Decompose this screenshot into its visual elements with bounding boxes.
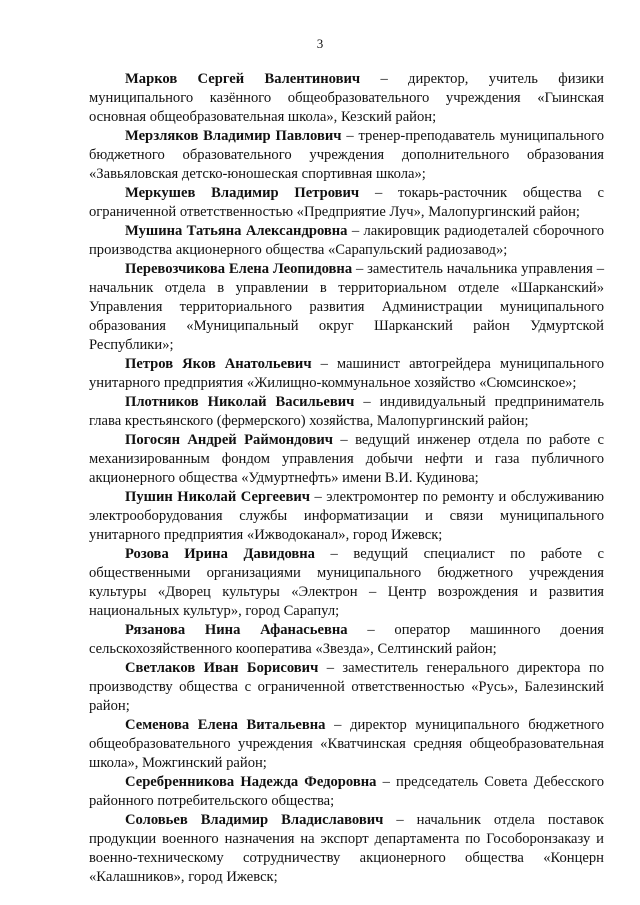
list-item [89,621,604,659]
person-description: – лакировщик радиодеталей сборочного производства акционерного общества «Сарапульский радиозавод»; [89,223,605,258]
person-description: – электромонтер по ремонту и обслуживанию электрооборудования службы информатизации и связи муниципального унитарного предприятия «Ижводоканал», город Ижевск; [89,489,604,543]
person-name: Розова Ирина Давидовна [125,546,315,562]
person-description: – машинист автогрейдера муниципального унитарного предприятия «Жилищно-коммунальное хозяйство «Сюмсинское»; [89,356,604,391]
person-description: – директор муниципального бюджетного общеобразовательного учреждения «Кватчинская средняя общеобразовательная школа», Можгинский район; [89,717,605,771]
person-description: – директор, учитель физики муниципального казённого общеобразовательного учреждения «Гыинская основная общеобразовательная школа», Кезский район; [89,71,604,125]
list-item [89,659,604,716]
person-name: Мушина Татьяна Александровна [125,223,348,239]
list-item [89,545,604,621]
list-item [89,355,604,393]
award-list [89,70,604,887]
list-item [89,716,604,773]
person-description: – начальник отдела поставок продукции военного назначения на экспорт департамента по Гособоронзаказу и военно-техническому сотрудничеству акционерного общества «Концерн «Калашников», город Ижевск; [89,812,604,885]
person-name: Семенова Елена Витальевна [125,717,326,733]
list-item [89,222,604,260]
page-number: 3 [316,36,324,51]
person-description: – ведущий инженер отдела по работе с механизированным фондом управления добычи нефти и газа публичного акционерного общества «Удмуртнефть» имени В.И. Кудинова; [89,432,604,486]
list-item [89,811,604,887]
list-item [89,431,604,488]
person-name: Перевозчикова Елена Леопидовна [125,261,353,277]
person-description: – индивидуальный предприниматель глава крестьянского (фермерского) хозяйства, Малопургинский район; [89,394,604,429]
person-description: – заместитель генерального директора по производству общества с ограниченной ответственностью «Русь», Балезинский район; [89,660,604,714]
person-name: Меркушев Владимир Петрович [125,185,360,201]
list-item [89,127,604,184]
person-description: – ведущий специалист по работе с общественными организациями муниципального бюджетного учреждения культуры «Дворец культуры «Электрон – Центр возрождения и развития национальных культур», город Сарапул; [89,546,604,619]
person-name: Соловьев Владимир Владиславович [125,812,384,828]
person-name: Плотников Николай Васильевич [125,394,355,410]
person-description: – тренер-преподаватель муниципального бюджетного образовательного учреждения дополнительного образования «Завьяловская детско-юношеская спортивная школа»; [89,128,604,182]
person-name: Рязанова Нина Афанасьевна [125,622,348,638]
list-item [89,773,604,811]
person-name: Светлаков Иван Борисович [125,660,319,676]
person-name: Пушин Николай Сергеевич [125,489,310,505]
person-name: Марков Сергей Валентинович [125,71,361,87]
person-name: Петров Яков Анатольевич [125,356,312,372]
person-description: – председатель Совета Дебесского районного потребительского общества; [89,774,604,809]
person-description: – токарь-расточник общества с ограниченной ответственностью «Предприятие Луч», Малопургинский район; [89,185,605,220]
list-item [89,70,604,127]
person-name: Погосян Андрей Раймондович [125,432,334,448]
person-name: Серебренникова Надежда Федоровна [125,774,377,790]
person-description: – заместитель начальника управления – начальник отдела в управлении в территориальном отделе «Шарканский» Управления территориального развития Администрации муниципального образования «Муниципальный округ Шарканский район Удмуртской Республики»; [89,261,604,353]
list-item [89,488,604,545]
person-description: – оператор машинного доения сельскохозяйственного кооператива «Звезда», Селтинский район; [89,622,605,657]
person-name: Мерзляков Владимир Павлович [125,128,342,144]
list-item [89,260,604,355]
list-item [89,184,604,222]
list-item [89,393,604,431]
